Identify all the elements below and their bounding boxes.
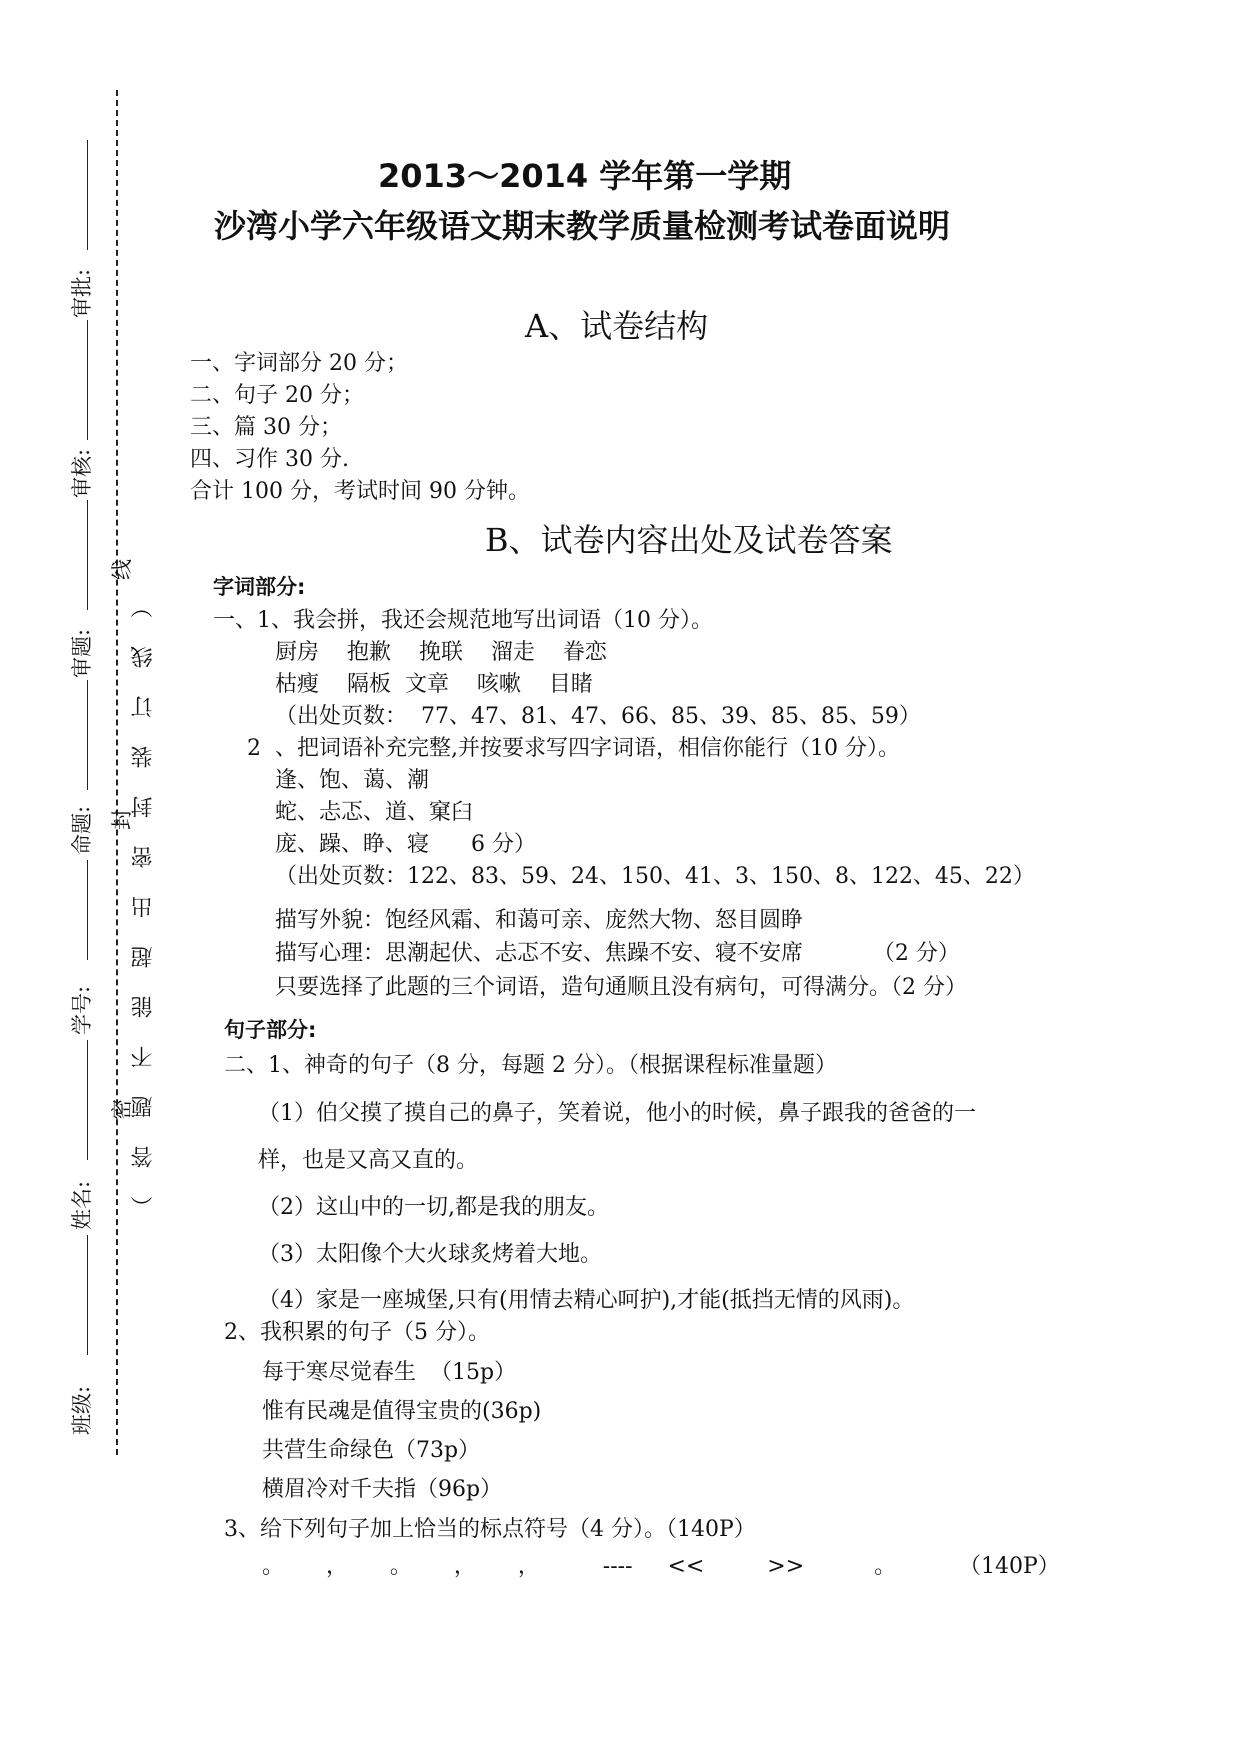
s2-answer-2: 惟有民魂是值得宝贵的(36p) xyxy=(262,1399,542,1424)
q1-words-row-2: 枯瘦 隔板 文章 咳嗽 目睹 xyxy=(275,672,593,697)
structure-line-2: 二、句子 20 分； xyxy=(190,383,364,408)
seal-char-secret: 密 xyxy=(110,1099,134,1120)
s1-answer-4: （4）家是一座城堡,只有(用情去精心呵护),才能(抵挡无情的风雨)。 xyxy=(258,1288,915,1313)
field-line-number xyxy=(87,860,88,960)
q2-note: 只要选择了此题的三个词语，造句通顺且没有病句，可得满分。（2 分） xyxy=(275,975,967,1000)
s2-answer-1: 每于寒尽觉春生 （15p） xyxy=(262,1360,517,1385)
q1-title: 一、1、我会拼，我还会规范地写出词语（10 分）。 xyxy=(213,608,713,633)
s2-answer-4: 横眉冷对千夫指（96p） xyxy=(262,1477,503,1502)
label-review: 审核: xyxy=(70,448,94,498)
structure-line-4: 四、习作 30 分. xyxy=(190,447,349,472)
title-line-2: 沙湾小学六年级语文期末教学质量检测考试卷面说明 xyxy=(214,207,951,245)
structure-total: 合计 100 分，考试时间 90 分钟。 xyxy=(190,479,530,504)
field-line-author xyxy=(87,680,88,790)
s1-answer-3: （3）太阳像个大火球炙烤着大地。 xyxy=(258,1242,602,1267)
s1-answer-1: （1）伯父摸了摸自己的鼻子，笑着说，他小的时候，鼻子跟我的爸爸的一 xyxy=(258,1101,976,1126)
s1-title: 二、1、神奇的句子（8 分，每题 2 分）。（根据课程标准量题） xyxy=(224,1053,837,1078)
q2-appearance: 描写外貌：饱经风霜、和蔼可亲、庞然大物、怒目圆睁 xyxy=(275,908,804,933)
label-author: 命题: xyxy=(70,805,94,855)
s2-answer-3: 共营生命绿色（73p） xyxy=(262,1438,481,1463)
field-line-name xyxy=(87,1040,88,1160)
label-student-number: 学号: xyxy=(70,985,94,1035)
words-part-heading: 字词部分: xyxy=(213,575,306,599)
field-line-check xyxy=(87,320,88,440)
q2-mind: 描写心理：思潮起伏、忐忑不安、焦躁不安、寝不安席 （2 分） xyxy=(275,941,960,966)
q1-words-row-1: 厨房 抱歉 挽联 溜走 眷恋 xyxy=(275,640,607,665)
sentences-part-heading: 句子部分: xyxy=(224,1018,317,1042)
label-name: 姓名: xyxy=(70,1180,94,1230)
q2-row-2: 蛇、忐忑、道、窠臼 xyxy=(275,800,474,825)
s3-title: 3、给下列句子加上恰当的标点符号（4 分）。（140P） xyxy=(224,1517,756,1542)
q1-source: （出处页数： 77、47、81、47、66、85、39、85、85、59） xyxy=(275,704,921,729)
seal-char-seal: 封 xyxy=(110,809,134,830)
label-approve: 审批: xyxy=(70,268,94,318)
q2-title: 2 、把词语补充完整,并按要求写四字词语，相信你能行（10 分）。 xyxy=(247,736,900,761)
structure-line-3: 三、篇 30 分； xyxy=(190,415,342,440)
q2-row-3: 庞、躁、睁、寝 6 分） xyxy=(275,832,536,857)
label-audit: 审题: xyxy=(70,628,94,678)
seal-char-line: 线 xyxy=(110,559,134,580)
q2-source: （出处页数：122、83、59、24、150、41、3、150、8、122、45、22） xyxy=(275,864,1035,889)
q2-row-1: 逢、饱、蔼、潮 xyxy=(275,768,430,793)
s3-answer: 。 ， 。 ， ， ---- << >> 。 （140P） xyxy=(262,1554,1060,1579)
label-class: 班级: xyxy=(70,1385,94,1435)
s1-answer-2: （2）这山中的一切,都是我的朋友。 xyxy=(258,1195,609,1220)
title-line-1: 2013～2014 学年第一学期 xyxy=(378,157,792,195)
structure-line-1: 一、字词部分 20 分； xyxy=(190,351,408,376)
seal-sentence: （答题不能超出密封装订线） xyxy=(131,568,156,1218)
field-line-class xyxy=(87,1235,88,1355)
margin-dashed-line-outer xyxy=(116,90,118,1455)
section-a-heading: A、试卷结构 xyxy=(525,307,709,345)
s1-answer-1-cont: 样，也是又高又直的。 xyxy=(258,1148,479,1173)
s2-title: 2、我积累的句子（5 分）。 xyxy=(224,1320,490,1345)
section-b-heading: B、试卷内容出处及试卷答案 xyxy=(485,521,893,559)
field-line-review xyxy=(87,140,88,250)
field-line-audit xyxy=(87,500,88,610)
